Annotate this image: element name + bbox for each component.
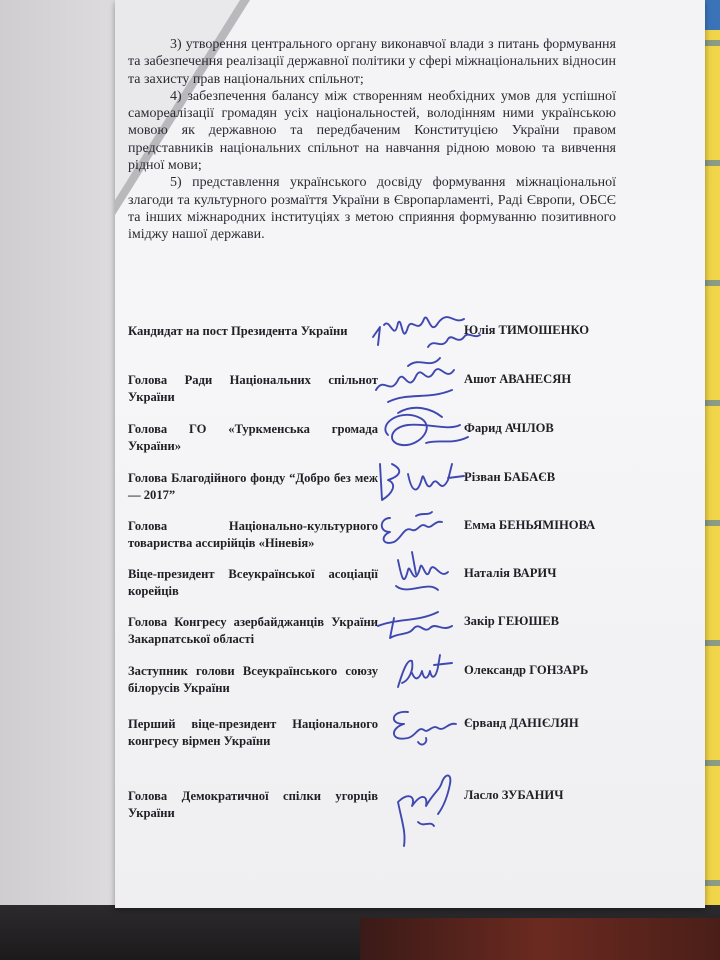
- signatory-role: Голова Демократичної спілки угорців України: [128, 789, 378, 820]
- signatory-role: Кандидат на пост Президента України: [128, 324, 348, 338]
- document-body: [128, 36, 616, 244]
- signatory-name: Емма БЕНЬЯМІНОВА: [464, 518, 596, 532]
- signatory-role: Голова Конгресу азербайджанців України Закарпатської області: [128, 615, 378, 646]
- signatory-role: Голова Національно-культурного товариства ассирійців «Ніневія»: [128, 519, 378, 550]
- handwritten-signature: [368, 690, 488, 760]
- signatory-role: Голова Благодійного фонду “Добро без меж — 2017”: [128, 471, 378, 502]
- signatory-name: Юлія ТИМОШЕНКО: [464, 323, 590, 337]
- signatory-role: Заступник голови Всеукраїнського союзу білорусів України: [128, 664, 378, 695]
- paragraph-5: 5) представлення українського досвіду формування міжнаціональної злагоди та культурного розмаїття України в Європарламенті, Раді Європи, ОБСЄ та інших міжнародних інституціях з метою сприяння формуванню позитивного іміджу нашої держави.: [128, 175, 616, 243]
- signatory-row: [128, 788, 618, 832]
- paragraph-4: 4) забезпечення балансу між створенням необхідних умов для успішної самореалізації громадян усіх національностей, володінням ними українською мовою як державною та передбаченим Конституцією України правом представників національних спільнот на навчання рідною мовою та вивчення рідної мови;: [128, 88, 616, 174]
- signatory-role: Віце-президент Всеукраїнської асоціації корейців: [128, 567, 378, 598]
- signatory-name: Закір ГЕЮШЕВ: [464, 614, 560, 628]
- red-cloth: [360, 918, 720, 960]
- handwritten-signature: [368, 752, 488, 842]
- signatory-name: Різван БАБАЄВ: [464, 470, 556, 484]
- signatory-role: Голова Ради Національних спільнот України: [128, 373, 378, 404]
- signatory-role: Голова ГО «Туркменська громада України»: [128, 422, 378, 453]
- signatory-name: Ашот АВАНЕСЯН: [464, 372, 572, 386]
- signatory-name: Ласло ЗУБАНИЧ: [464, 788, 564, 802]
- signatory-name: Олександр ГОНЗАРЬ: [464, 663, 589, 677]
- signatory-name: Фарид АЧІЛОВ: [464, 421, 554, 435]
- signatory-name: Наталія ВАРИЧ: [464, 566, 557, 580]
- signatory-name: Єрванд ДАНІЄЛЯН: [464, 716, 579, 730]
- signatory-role: Перший віце-президент Національного конгресу вірмен України: [128, 717, 378, 748]
- paragraph-3: 3) утворення центрального органу виконавчої влади з питань формування та забезпечення реалізації державної політики у сфері міжнаціональних відносин та захисту прав національних спільнот;: [128, 37, 616, 87]
